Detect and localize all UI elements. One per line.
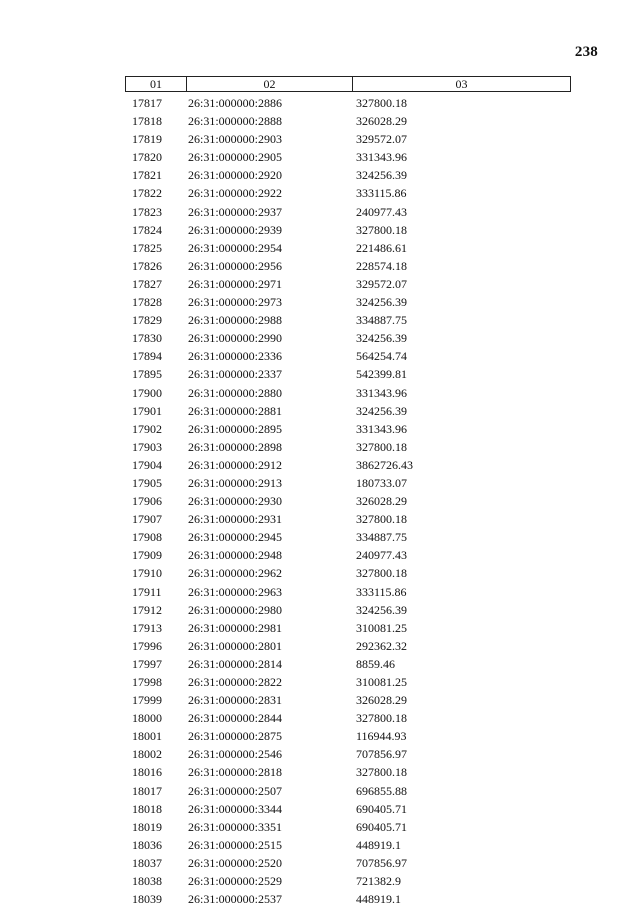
value-cell: 324256.39 [356,168,407,183]
cadastral-number-cell: 26:31:000000:2814 [188,656,283,671]
row-number-cell: 17906 [132,494,162,509]
value-cell: 690405.71 [356,819,407,834]
value-cell: 542399.81 [356,367,407,382]
table-row [125,836,571,854]
table-header [125,76,571,92]
table-row [125,872,571,890]
row-number-cell: 18036 [132,837,162,852]
cadastral-number-cell: 26:31:000000:2507 [188,783,283,798]
row-number-cell: 17817 [132,96,162,110]
row-number-cell: 18017 [132,783,162,798]
cadastral-number-cell: 26:31:000000:2922 [188,186,283,201]
row-number-cell: 17818 [132,114,162,129]
column-header-02: 02 [187,77,353,91]
row-number-cell: 17825 [132,240,162,255]
cadastral-number-cell: 26:31:000000:2336 [188,349,283,364]
value-cell: 221486.61 [356,240,407,255]
table-row [125,546,571,564]
cadastral-number-cell: 26:31:000000:2903 [188,132,283,147]
table-row [125,655,571,673]
row-number-cell: 18002 [132,747,162,762]
value-cell: 326028.29 [356,494,407,509]
table-row [125,293,571,311]
value-cell: 448919.1 [356,837,401,852]
cadastral-number-cell: 26:31:000000:2954 [188,240,283,255]
table-row [125,890,571,908]
table-row [125,709,571,727]
row-number-cell: 17827 [132,276,162,291]
row-number-cell: 17912 [132,602,162,617]
row-number-cell: 17894 [132,349,162,364]
value-cell: 327800.18 [356,512,407,527]
cadastral-number-cell: 26:31:000000:2981 [188,620,283,635]
value-cell: 3862726.43 [356,457,413,472]
cadastral-number-cell: 26:31:000000:2948 [188,548,283,563]
table-row [125,456,571,474]
cadastral-number-cell: 26:31:000000:2520 [188,855,283,870]
value-cell: 180733.07 [356,475,407,490]
value-cell: 721382.9 [356,874,401,889]
table-row [125,691,571,709]
cadastral-number-cell: 26:31:000000:2931 [188,512,283,527]
table-row [125,510,571,528]
cadastral-number-cell: 26:31:000000:2895 [188,421,283,436]
table-row [125,854,571,872]
table-row [125,818,571,836]
table-row [125,221,571,239]
row-number-cell: 17828 [132,295,162,310]
value-cell: 690405.71 [356,801,407,816]
cadastral-number-cell: 26:31:000000:2963 [188,584,283,599]
table-row [125,257,571,275]
row-number-cell: 17911 [132,584,162,599]
value-cell: 707856.97 [356,747,407,762]
row-number-cell: 17823 [132,204,162,219]
cadastral-number-cell: 26:31:000000:2913 [188,475,283,490]
value-cell: 324256.39 [356,602,407,617]
table-row [125,112,571,130]
row-number-cell: 17824 [132,222,162,237]
row-number-cell: 17908 [132,530,162,545]
table-row [125,438,571,456]
value-cell: 333115.86 [356,584,407,599]
table-row [125,474,571,492]
value-cell: 334887.75 [356,530,407,545]
table-row [125,130,571,148]
row-number-cell: 18001 [132,729,162,744]
table-row [125,329,571,347]
value-cell: 448919.1 [356,892,401,907]
table-row [125,166,571,184]
row-number-cell: 17900 [132,385,162,400]
cadastral-number-cell: 26:31:000000:2875 [188,729,283,744]
value-cell: 228574.18 [356,258,407,273]
cadastral-number-cell: 26:31:000000:2822 [188,675,283,689]
row-number-cell: 17895 [132,367,162,382]
cadastral-number-cell: 26:31:000000:2939 [188,222,283,237]
table-row [125,203,571,221]
row-number-cell: 17905 [132,475,162,490]
cadastral-number-cell: 26:31:000000:2962 [188,566,283,581]
value-cell: 331343.96 [356,421,407,436]
cadastral-number-cell: 26:31:000000:2537 [188,892,283,907]
value-cell: 327800.18 [356,711,407,726]
table-row [125,782,571,800]
value-cell: 327800.18 [356,96,407,110]
cadastral-number-cell: 26:31:000000:2515 [188,837,283,852]
row-number-cell: 17821 [132,168,162,183]
table-row [125,365,571,383]
cadastral-number-cell: 26:31:000000:2546 [188,747,283,762]
data-table [125,76,571,908]
row-number-cell: 18038 [132,874,162,889]
value-cell: 327800.18 [356,222,407,237]
page-number: 238 [574,44,598,60]
value-cell: 326028.29 [356,114,407,129]
table-row [125,239,571,257]
value-cell: 310081.25 [356,620,407,635]
cadastral-number-cell: 26:31:000000:2905 [188,150,283,165]
row-number-cell: 17822 [132,186,162,201]
cadastral-number-cell: 26:31:000000:2973 [188,295,283,310]
row-number-cell: 17909 [132,548,162,563]
value-cell: 327800.18 [356,439,407,454]
row-number-cell: 17997 [132,656,162,671]
value-cell: 329572.07 [356,132,407,147]
table-row [125,94,571,112]
row-number-cell: 18018 [132,801,162,816]
table-row [125,601,571,619]
cadastral-number-cell: 26:31:000000:2801 [188,638,283,653]
cadastral-number-cell: 26:31:000000:2818 [188,765,283,780]
row-number-cell: 18039 [132,892,162,907]
value-cell: 310081.25 [356,675,407,689]
cadastral-number-cell: 26:31:000000:2971 [188,276,283,291]
row-number-cell: 17913 [132,620,162,635]
cadastral-number-cell: 26:31:000000:2912 [188,457,283,472]
table-row [125,745,571,763]
value-cell: 292362.32 [356,638,407,653]
value-cell: 324256.39 [356,295,407,310]
value-cell: 116944.93 [356,729,407,744]
value-cell: 696855.88 [356,783,407,798]
row-number-cell: 17819 [132,132,162,147]
value-cell: 564254.74 [356,349,407,364]
table-row [125,619,571,637]
column-header-01: 01 [126,77,187,91]
value-cell: 331343.96 [356,150,407,165]
row-number-cell: 18019 [132,819,162,834]
value-cell: 331343.96 [356,385,407,400]
cadastral-number-cell: 26:31:000000:2831 [188,693,283,708]
table-row [125,148,571,166]
cadastral-number-cell: 26:31:000000:2980 [188,602,283,617]
cadastral-number-cell: 26:31:000000:2990 [188,331,283,346]
table-body [125,94,571,908]
value-cell: 324256.39 [356,403,407,418]
row-number-cell: 17820 [132,150,162,165]
table-row [125,384,571,402]
cadastral-number-cell: 26:31:000000:2945 [188,530,283,545]
table-row [125,763,571,781]
value-cell: 329572.07 [356,276,407,291]
row-number-cell: 17903 [132,439,162,454]
column-header-03: 03 [455,77,468,91]
cadastral-number-cell: 26:31:000000:2988 [188,313,283,328]
cadastral-number-cell: 26:31:000000:2888 [188,114,283,129]
table-row [125,492,571,510]
cadastral-number-cell: 26:31:000000:2337 [188,367,283,382]
table-row [125,184,571,202]
table-row [125,727,571,745]
table-row [125,347,571,365]
value-cell: 707856.97 [356,855,407,870]
value-cell: 334887.75 [356,313,407,328]
table-row [125,564,571,582]
row-number-cell: 17904 [132,457,162,472]
row-number-cell: 17910 [132,566,162,581]
cadastral-number-cell: 26:31:000000:2898 [188,439,283,454]
table-row [125,420,571,438]
row-number-cell: 17826 [132,258,162,273]
cadastral-number-cell: 26:31:000000:2937 [188,204,283,219]
value-cell: 333115.86 [356,186,407,201]
cadastral-number-cell: 26:31:000000:3344 [188,801,283,816]
value-cell: 327800.18 [356,566,407,581]
row-number-cell: 17902 [132,421,162,436]
cadastral-number-cell: 26:31:000000:2920 [188,168,283,183]
row-number-cell: 17907 [132,512,162,527]
row-number-cell: 17998 [132,675,162,689]
row-number-cell: 18000 [132,711,162,726]
table-row [125,637,571,655]
cadastral-number-cell: 26:31:000000:3351 [188,819,283,834]
row-number-cell: 17999 [132,693,162,708]
cadastral-number-cell: 26:31:000000:2529 [188,874,283,889]
value-cell: 326028.29 [356,693,407,708]
value-cell: 240977.43 [356,548,407,563]
table-row [125,673,571,691]
cadastral-number-cell: 26:31:000000:2930 [188,494,283,509]
row-number-cell: 17996 [132,638,162,653]
cadastral-number-cell: 26:31:000000:2880 [188,385,283,400]
cadastral-number-cell: 26:31:000000:2956 [188,258,283,273]
value-cell: 8859.46 [356,656,395,671]
table-row [125,402,571,420]
row-number-cell: 18016 [132,765,162,780]
cadastral-number-cell: 26:31:000000:2886 [188,96,283,110]
table-row [125,528,571,546]
table-row [125,275,571,293]
value-cell: 324256.39 [356,331,407,346]
value-cell: 327800.18 [356,765,407,780]
value-cell: 240977.43 [356,204,407,219]
table-row [125,311,571,329]
row-number-cell: 17830 [132,331,162,346]
table-row [125,583,571,601]
row-number-cell: 17901 [132,403,162,418]
cadastral-number-cell: 26:31:000000:2881 [188,403,283,418]
cadastral-number-cell: 26:31:000000:2844 [188,711,283,726]
row-number-cell: 18037 [132,855,162,870]
row-number-cell: 17829 [132,313,162,328]
table-row [125,800,571,818]
